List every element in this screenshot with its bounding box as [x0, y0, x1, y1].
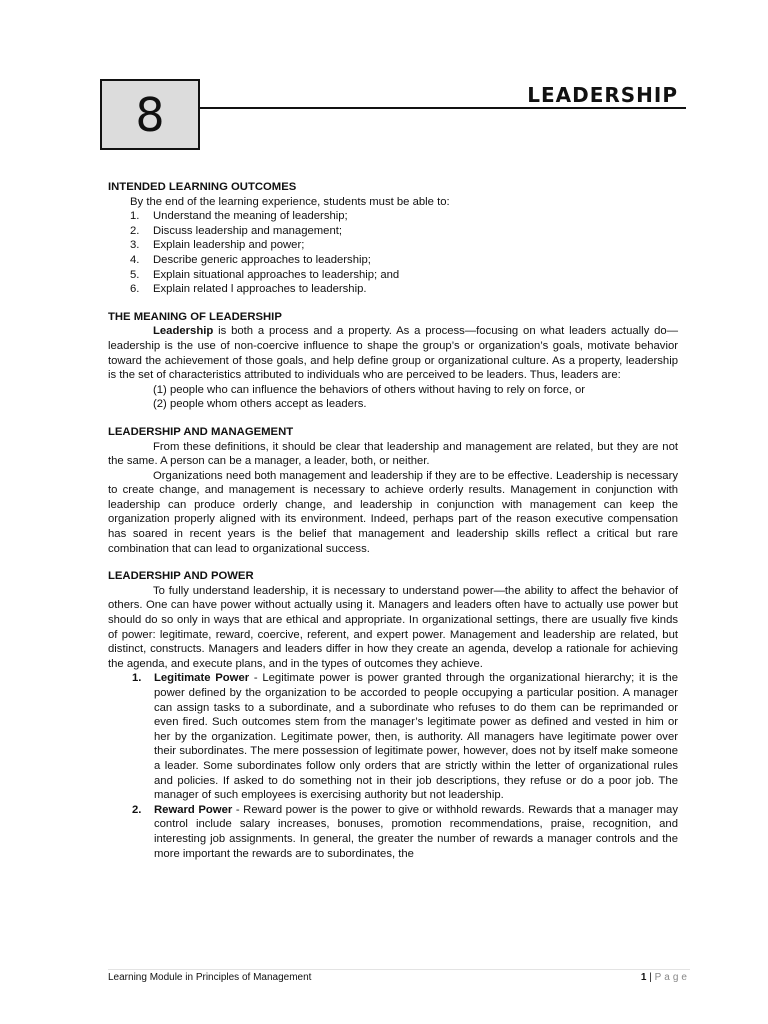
reward-power-term: Reward Power	[154, 803, 233, 816]
chapter-title: LEADERSHIP	[527, 83, 678, 107]
footer-rule	[108, 969, 690, 970]
chapter-number: 8	[135, 87, 165, 142]
list-item: 1. Understand the meaning of leadership;	[130, 210, 348, 223]
list-item: 5. Explain situational approaches to leadership; and	[130, 268, 400, 281]
management-heading: LEADERSHIP AND MANAGEMENT	[108, 425, 294, 438]
meaning-paragraph: Leadership is both a process and a property. As a process—focusing on what leaders actually do—leadership is the use of non-coercive influence to shape the group’s or organization’s goals, motivate behavior toward the achievement of those goals, and help define group or organizational culture. As a property, leadership is the set of characteristics attributed to individuals who are perceived to be leaders. Thus, leaders are:	[108, 325, 678, 382]
management-paragraph-1: From these definitions, it should be clear that leadership and management are related, but they are not the same. A person can be a manager, a leader, both, or neither.	[108, 440, 678, 468]
power-heading: LEADERSHIP AND POWER	[108, 570, 254, 583]
list-item: 6. Explain related l approaches to leadership.	[130, 283, 367, 296]
footer-module-title: Learning Module in Principles of Management	[108, 972, 312, 983]
legitimate-power-term: Legitimate Power	[154, 672, 250, 685]
outcomes-list	[108, 209, 678, 297]
outcomes-heading: INTENDED LEARNING OUTCOMES	[108, 181, 297, 193]
document-body	[108, 180, 678, 861]
leader-definition-2: (2) people whom others accept as leaders.	[153, 398, 367, 411]
list-item: 2. Discuss leadership and management;	[130, 224, 343, 237]
power-paragraph: To fully understand leadership, it is necessary to understand power—the ability to affect the behavior of others. One can have power without actually using it. Managers and leaders often have to actually use power but should do so only in ways that are ethical and appropriate. In organizational settings, there are usually five kinds of power: legitimate, reward, coercive, referent, and expert power. Management and leadership are related, but distinct, constructs. Managers and leaders differ in how they create an agenda, develop a rationale for achieving the agenda, and execute plans, and in the types of outcomes they achieve.	[108, 584, 678, 670]
list-item: 1. Legitimate Power - Legitimate power is power granted through the organizational hierarchy; it is the power defined by the organization to be accorded to people occupying a particular position. A manager can assign tasks to a subordinate, and a subordinate who refuses to do them can be reprimanded or even fired. Such outcomes stem from the manager’s legitimate power as defined and vested in him or her by the organization. Legitimate power, then, is authority. All managers have legitimate power over their subordinates. The mere possession of legitimate power, however, does not by itself make someone a leader. Some subordinates follow only orders that are strictly within the letter of organizational rules and policies. If asked to do something not in their job descriptions, they refuse or do a poor job. The manager of such employees is exercising authority but not leadership.	[132, 672, 678, 802]
meaning-heading: THE MEANING OF LEADERSHIP	[108, 310, 282, 323]
page-number: 1 | Page	[640, 972, 690, 983]
management-paragraph-2: Organizations need both management and leadership if they are to be effective. Leadership is necessary to create change, and management is necessary to achieve orderly results. Management in conjunction with leadership can produce orderly change, and leadership in conjunction with management can keep the organization properly aligned with its environment. Indeed, perhaps part of the reason executive compensation has soared in recent years is the belief that management and leadership skills reflect a critical but rare combination that can lead to organizational success.	[108, 469, 678, 555]
list-item: 4. Describe generic approaches to leadership;	[130, 253, 371, 266]
leadership-term: Leadership	[153, 325, 214, 338]
leader-definition-1: (1) people who can influence the behaviors of others without having to rely on force, or	[153, 383, 586, 396]
title-rule	[200, 107, 686, 109]
outcomes-intro: By the end of the learning experience, students must be able to:	[130, 195, 450, 208]
list-item: 2. Reward Power - Reward power is the power to give or withhold rewards. Rewards that a manager may control include salary increases, bonuses, promotion recommendations, praise, recognition, and interesting job assignments. In general, the greater the number of rewards a manager controls and the more important the rewards are to subordinates, the	[132, 803, 678, 860]
chapter-number-box	[100, 79, 200, 150]
power-types-list	[108, 671, 678, 861]
list-item: 3. Explain leadership and power;	[130, 239, 305, 252]
